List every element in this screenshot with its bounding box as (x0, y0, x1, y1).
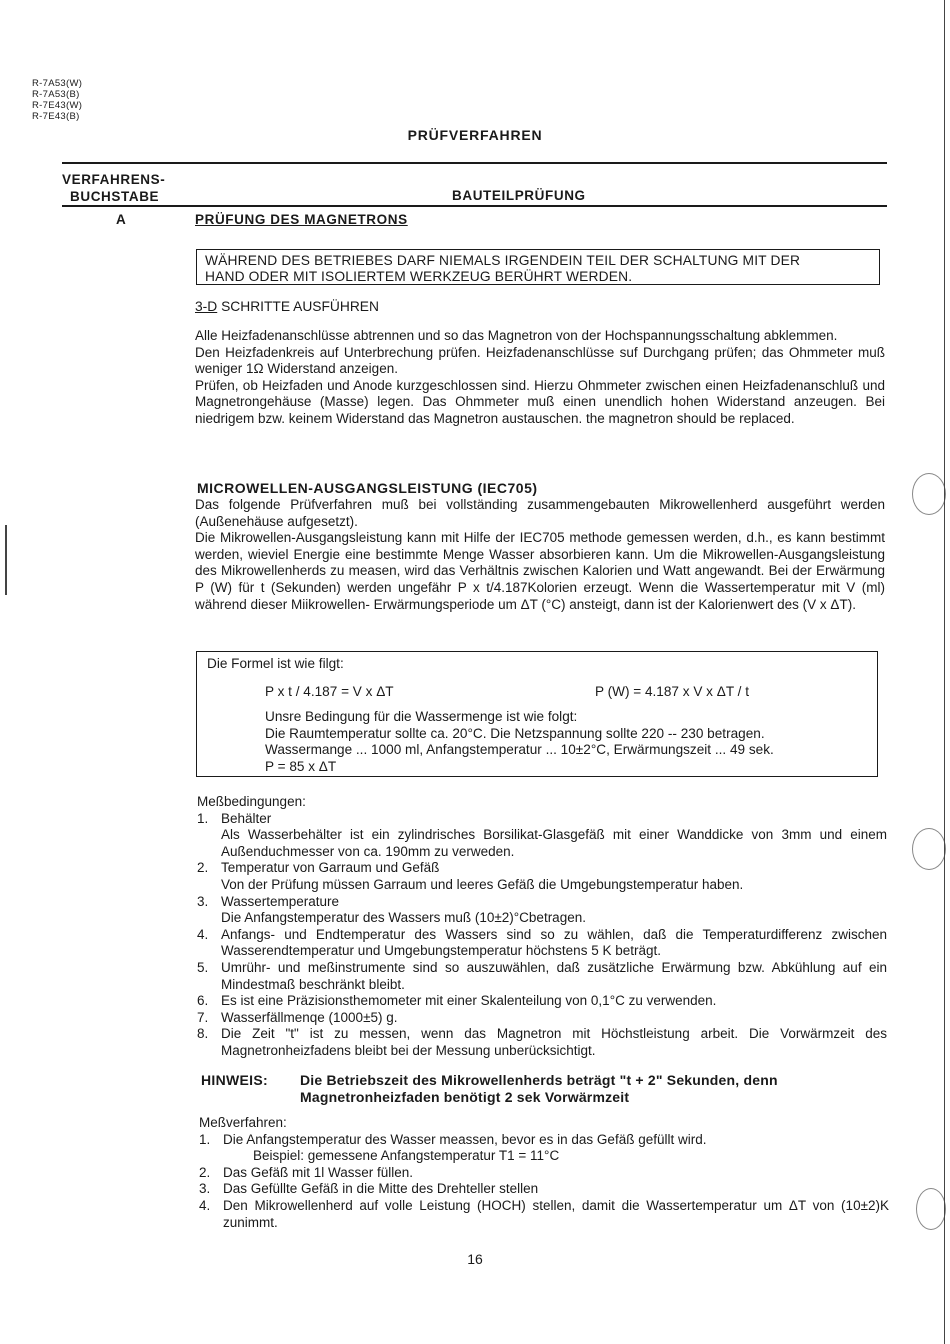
item-text: Als Wasserbehälter ist ein zylindrisches Borsilikat-Glasgefäß mit einer Wanddicke von 3mm und einem Außenduchmesser von ca. 190mm zu verweden. (221, 827, 887, 859)
item-number: 2. (197, 860, 209, 876)
procedure-heading: Meßverfahren: (199, 1115, 287, 1130)
condition-line: Unsre Bedingung für die Wassermenge ist wie folgt: (265, 709, 578, 724)
header-rule-bottom (62, 205, 887, 207)
formula-right: P (W) = 4.187 x V x ΔT / t (595, 684, 750, 699)
model-list (32, 78, 82, 122)
note-text (300, 1072, 890, 1106)
scan-edge-line (5, 525, 7, 595)
item-number: 6. (197, 993, 209, 1009)
component-test-column-heading: BAUTEILPRÜFUNG (452, 188, 586, 203)
item-number: 5. (197, 959, 209, 975)
list-item (197, 960, 887, 993)
warning-line: WÄHREND DES BETRIEBES DARF NIEMALS IRGENDEIN TEIL DER SCHALTUNG MIT DER (205, 253, 801, 268)
condition-line: Die Raumtemperatur sollte ca. 20°C. Die Netzspannung sollte 220 -- 230 betragen. (265, 725, 765, 741)
model-number: R-7A53(B) (32, 89, 80, 100)
steps-heading-text: SCHRITTE AUSFÜHREN (217, 299, 379, 314)
binder-hole-mark (916, 1188, 946, 1230)
procedure-list (199, 1132, 889, 1232)
item-number: 7. (197, 1009, 209, 1025)
steps-heading-prefix: 3-D (195, 299, 218, 314)
list-item (197, 811, 887, 861)
item-number: 8. (197, 1026, 209, 1042)
item-number: 1. (197, 810, 209, 826)
list-item (199, 1198, 889, 1231)
note-line: Die Betriebszeit des Mikrowellenherds beträgt "t + 2" Sekunden, denn (300, 1072, 778, 1088)
procedure-letter-column-heading (62, 171, 202, 205)
item-number: 4. (197, 926, 209, 942)
measurement-conditions (197, 794, 887, 1060)
list-item (197, 993, 887, 1010)
list-item (199, 1165, 889, 1182)
item-title: Wassertemperature (221, 893, 340, 909)
formula-intro: Die Formel ist wie filgt: (207, 656, 344, 671)
item-number: 4. (199, 1197, 211, 1213)
list-item (197, 1026, 887, 1059)
item-text: Die Anfangstemperatur des Wassers muß (10±2)°Cbetragen. (221, 910, 586, 926)
condition-line: P = 85 x ΔT (265, 758, 337, 774)
page-number: 16 (467, 1251, 483, 1267)
item-title: Behälter (221, 810, 272, 826)
formula-box (196, 651, 878, 777)
condition-line: Wassermange ... 1000 ml, Anfangstemperatur ... 10±2°C, Erwärmungszeit ... 49 sek. (265, 742, 774, 758)
measurement-procedure (199, 1115, 889, 1231)
warning-line: HAND ODER MIT ISOLIERTEM WERKZEUG BERÜHRT WERDEN. (205, 269, 633, 284)
list-item (199, 1181, 889, 1198)
note-label: HINWEIS: (201, 1072, 268, 1088)
item-number: 1. (199, 1131, 211, 1147)
item-text: Umrühr- und meßinstrumente sind so auszuwählen, daß zusätzliche Erwärmung bzw. Abkühlung auf ein Mindestmaß beschränkt bleibt. (221, 959, 887, 992)
conditions-heading: Meßbedingungen: (197, 794, 306, 809)
formula-left: P x t / 4.187 = V x ΔT (265, 684, 394, 699)
steps-heading (195, 299, 379, 314)
microwave-output-text (195, 497, 885, 613)
item-text: Anfangs- und Endtemperatur des Wassers sind so zu wählen, daß die Temperaturdifferenz zwischen Wasserendtemperatur und Umgebungstemperatur höchstens 5 K beträgt. (221, 926, 887, 959)
paragraph: Den Heizfadenkreis auf Unterbrechung prüfen. Heizfadenanschlüsse suf Durchgang prüfen; das Ohmmeter muß weniger 1Ω Widerstand anzeigen. (195, 344, 885, 377)
paragraph: Das folgende Prüfverfahren muß bei vollständing zusammengebauten Mikrowellenherd ausgeführt werden (Außenehäuse aufgesetzt). (195, 497, 885, 529)
section-letter: A (116, 212, 127, 227)
microwave-output-heading: MICROWELLEN-AUSGANGSLEISTUNG (IEC705) (197, 480, 538, 496)
item-text: Die Zeit "t" ist zu messen, wenn das Magnetron mit Höchstleistung arbeit. Die Vorwärmzeit des Magnetronheizfadens bleibt bei der Messung unberücksichtigt. (221, 1026, 887, 1058)
header-rule-top (62, 162, 887, 164)
model-number: R-7E43(B) (32, 111, 80, 122)
item-subtext: Beispiel: gemessene Anfangstemperatur T1 = 11°C (253, 1148, 560, 1164)
item-text: Das Gefüllte Gefäß in die Mitte des Drehteller stellen (223, 1181, 539, 1197)
item-number: 2. (199, 1164, 211, 1180)
list-item (197, 927, 887, 960)
list-item (197, 894, 887, 927)
section-title: PRÜFUNG DES MAGNETRONS (195, 212, 408, 227)
list-item (197, 1010, 887, 1027)
column-heading-line: VERFAHRENS- (62, 172, 166, 187)
list-item (199, 1132, 889, 1165)
paragraph: Prüfen, ob Heizfaden und Anode kurzgeschlossen sind. Hierzu Ohmmeter zwischen einen Heizfadenanschluß und Magnetrongehäuse (Masse) legen. Das Ohmmeter muß einen unendlich hohen Widerstand anzeugen. Bei niedrigem bzw. keinem Widerstand das Magnetron austauschen. the magnetron should be replaced. (195, 377, 885, 426)
item-title: Temperatur von Garraum und Gefäß (221, 860, 440, 876)
note-line: Magnetronheizfaden benötigt 2 sek Vorwärmzeit (300, 1089, 630, 1105)
paragraph: Alle Heizfadenanschlüsse abtrennen und so das Magnetron von der Hochspannungsschaltung abklemmen. (195, 328, 838, 343)
item-text: Das Gefäß mit 1l Wasser füllen. (223, 1164, 414, 1180)
formula-conditions (265, 709, 869, 775)
model-number: R-7A53(W) (32, 78, 83, 89)
item-text: Die Anfangstemperatur des Wasser meassen, bevor es in das Gefäß gefüllt wird. (223, 1131, 707, 1147)
scan-edge-line (944, 0, 945, 1344)
conditions-list (197, 811, 887, 1060)
paragraph: Die Mikrowellen-Ausgangsleistung kann mit Hilfe der IEC705 methode gemessen werden, d.h., es kann bestimmt werden, wieviel Energie eine bestimmte Menge Wasser absorbieren kann. Um die Mikrowellen-Ausgangsleistung des Mikrowellenherds zu measen, wird das Verhältnis zwischen Kalorien und Watt angewandt. Bei der Erwärmung P (W) für t (Sekunden) werden ungefähr P x t/4.187Kolorien erzeugt. Wenn die Wassertemperatur mit V (ml) während dieser Miikrowellen- Erwärmungsperiode um ΔT (°C) ansteigt, dann ist der Kalorienwert des (V x ΔT). (195, 530, 885, 612)
list-item (197, 860, 887, 893)
item-number: 3. (199, 1181, 211, 1197)
item-text: Wasserfällmenqe (1000±5) g. (221, 1009, 398, 1025)
model-number: R-7E43(W) (32, 100, 83, 111)
warning-box (196, 249, 880, 285)
column-heading-line: BUCHSTABE (70, 189, 160, 204)
item-number: 3. (197, 893, 209, 909)
item-text: Den Mikrowellenherd auf volle Leistung (HOCH) stellen, damit die Wassertemperatur um ΔT von (10±2)K zunimmt. (223, 1197, 889, 1230)
item-text: Es ist eine Präzisionsthemometer mit einer Skalenteilung von 0,1°C zu verwenden. (221, 993, 717, 1009)
item-text: Von der Prüfung müssen Garraum und leeres Gefäß die Umgebungstemperatur haben. (221, 876, 744, 892)
binder-hole-mark (912, 473, 946, 515)
magnetron-test-text (195, 328, 885, 428)
binder-hole-mark (912, 828, 946, 870)
page-title: PRÜFVERFAHREN (407, 127, 543, 143)
